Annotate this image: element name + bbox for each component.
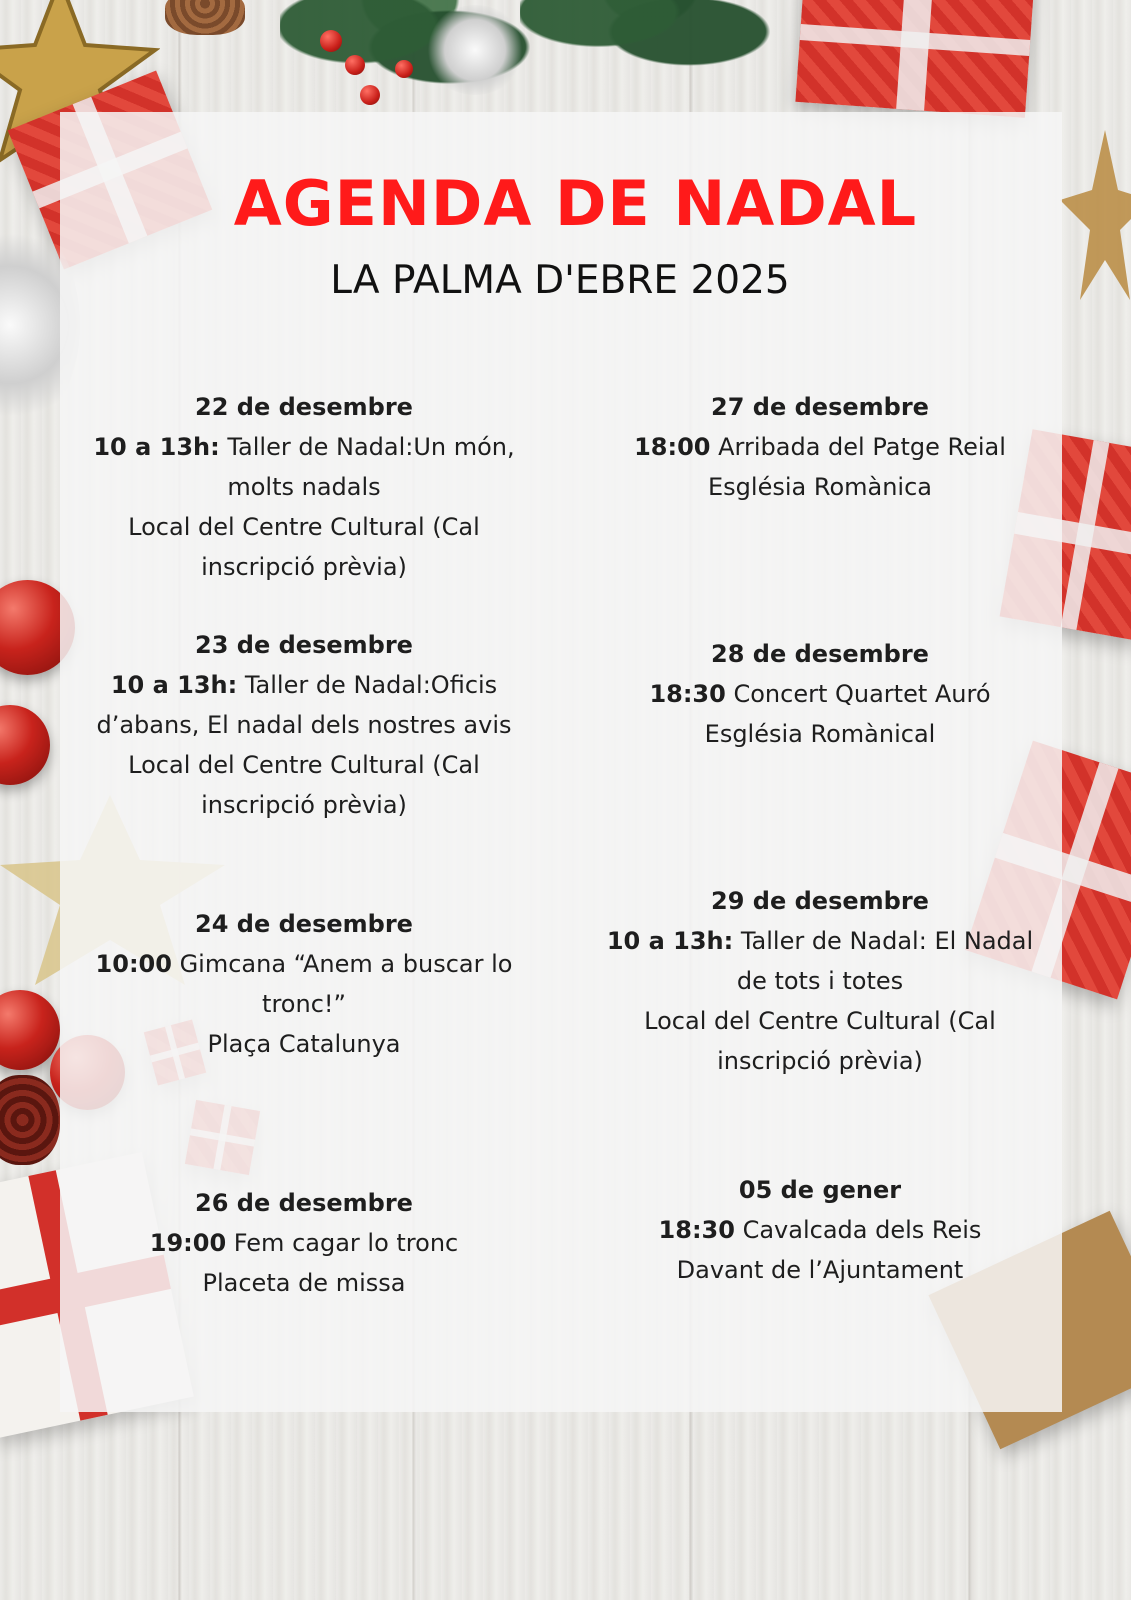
event-place: Església Romànica [708,473,932,501]
event-date: 29 de desembre [711,887,929,915]
event-date: 26 de desembre [195,1189,413,1217]
event-activity: Cavalcada dels Reis [734,1216,982,1244]
event-activity: Gimcana “Anem a buscar lo [171,950,513,978]
berries-icon [395,60,413,78]
event-05-gener [570,1170,1070,1290]
event-29-desembre [570,881,1070,1081]
pine-branch-icon [520,0,780,90]
event-date: 23 de desembre [195,631,413,659]
event-place: Església Romànical [704,720,936,748]
event-activity: Taller de Nadal:Un món, [219,433,515,461]
event-time: 19:00 [149,1229,227,1257]
event-place: Local del Centre Cultural (Cal [128,513,480,541]
event-time: 18:30 [649,680,726,708]
event-activity: Arribada del Patge Reial [710,433,1006,461]
pine-cone-icon [165,0,245,35]
gift-icon [795,0,1034,118]
event-place: Local del Centre Cultural (Cal [128,751,480,779]
event-activity-cont: d’abans, El nadal dels nostres avis [96,711,512,739]
berries-icon [320,30,342,52]
event-date: 24 de desembre [195,910,413,938]
berries-icon [360,85,380,105]
event-date: 22 de desembre [195,393,413,421]
event-activity-cont: molts nadals [227,473,381,501]
event-place: Placeta de missa [202,1269,406,1297]
ornament-icon [0,705,50,785]
event-26-desembre [60,1183,548,1303]
event-time: 10 a 13h: [606,927,734,955]
event-activity-cont: de tots i totes [736,967,904,995]
event-date: 05 de gener [738,1176,902,1204]
berries-icon [345,55,365,75]
event-activity: Taller de Nadal: El Nadal [733,927,1034,955]
event-place: Plaça Catalunya [207,1030,401,1058]
ornament-icon [0,990,60,1070]
event-27-desembre [570,387,1070,507]
frosted-berries-icon [425,5,525,95]
event-place-cont: inscripció prèvia) [717,1047,923,1075]
event-time: 10:00 [95,950,172,978]
event-place: Davant de l’Ajuntament [676,1256,964,1284]
event-activity: Concert Quartet Auró [725,680,991,708]
event-time: 10 a 13h: [110,671,238,699]
event-activity: Taller de Nadal:Oficis [237,671,498,699]
event-24-desembre [60,904,548,1064]
event-28-desembre [570,634,1070,754]
event-23-desembre [60,625,548,825]
event-place: Local del Centre Cultural (Cal [644,1007,996,1035]
page-subtitle: LA PALMA D'EBRE 2025 [330,258,790,303]
page-title: AGENDA DE NADAL [233,167,918,240]
event-22-desembre [60,387,548,587]
event-time: 18:00 [634,433,711,461]
event-date: 27 de desembre [711,393,929,421]
event-place-cont: inscripció prèvia) [201,553,407,581]
event-activity-cont: tronc!” [262,990,346,1018]
event-activity: Fem cagar lo tronc [226,1229,459,1257]
event-time: 18:30 [658,1216,735,1244]
event-date: 28 de desembre [711,640,929,668]
event-place-cont: inscripció prèvia) [201,791,407,819]
pine-cone-icon [0,1075,60,1165]
event-time: 10 a 13h: [93,433,220,461]
